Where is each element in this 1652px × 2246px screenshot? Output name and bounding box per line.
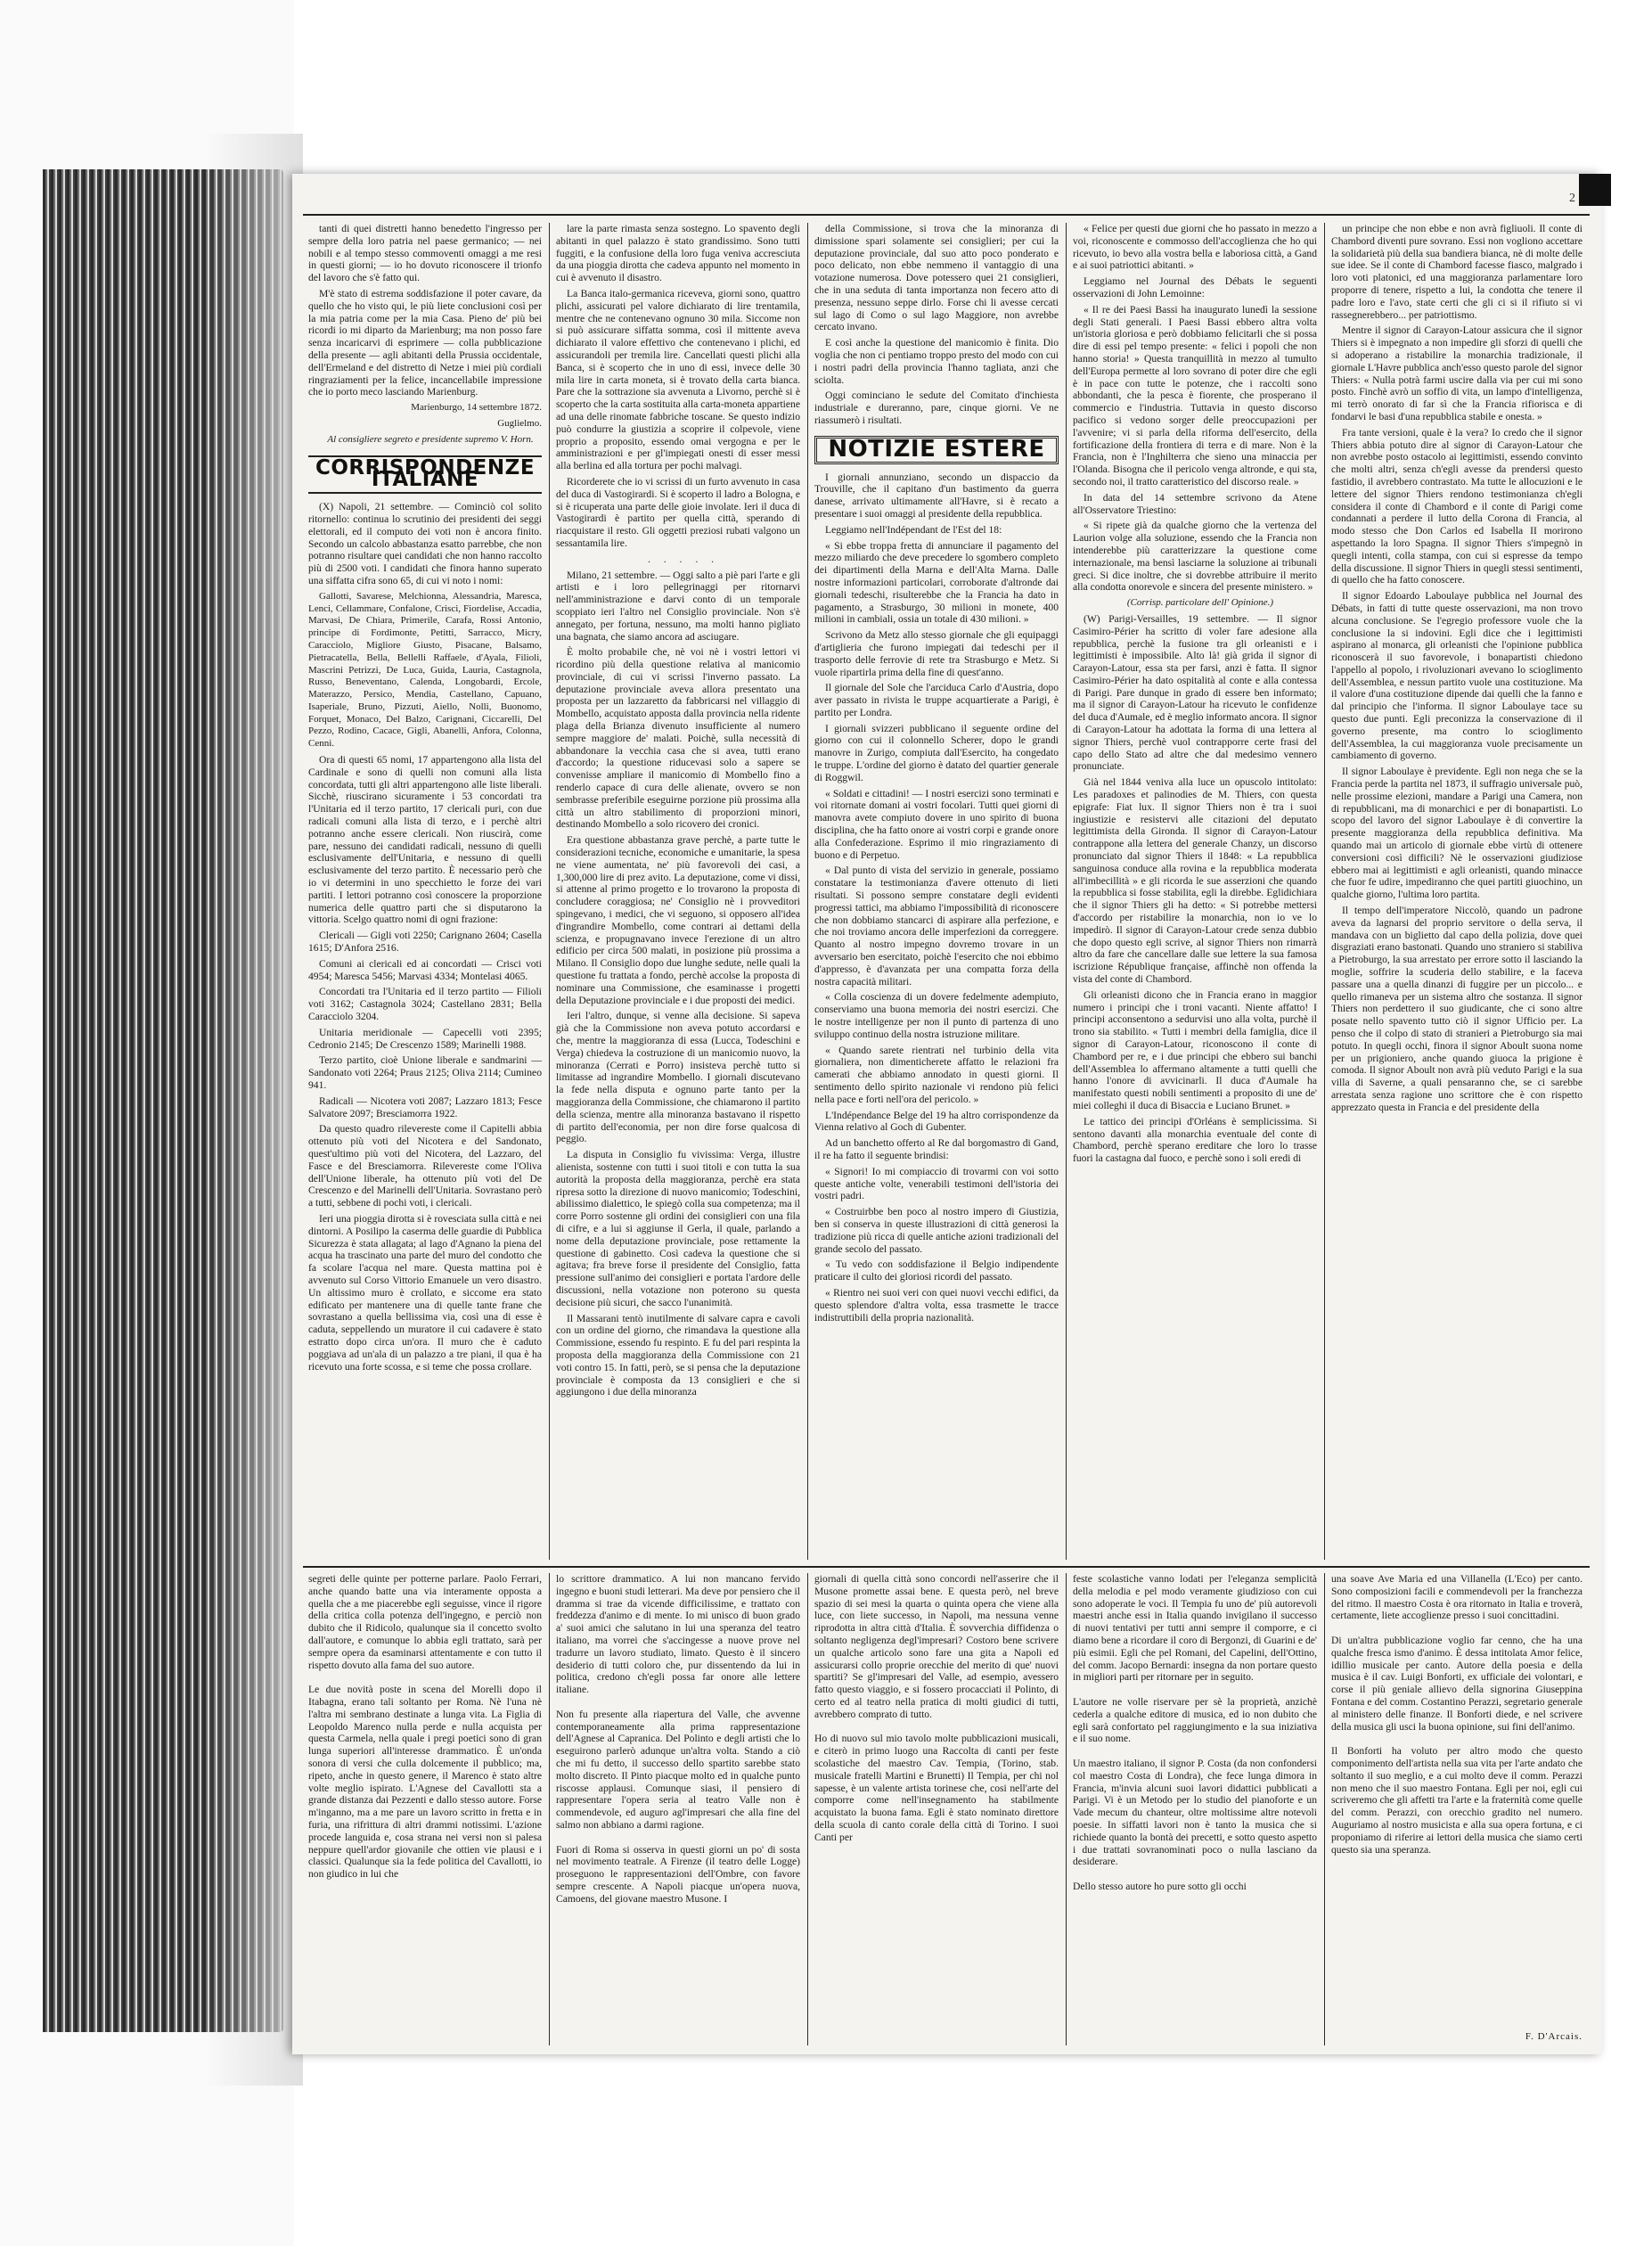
addressee: Al consigliere segreto e presidente supremo V. Horn. (327, 433, 534, 445)
binding-shadow (205, 134, 303, 2086)
paragraph: Milano, 21 settembre. — Oggi salto a piè pari l'arte e gli artisti e i loro pellegrinaggi per ritornarvi nell'amministrazione e darvi conto di un temporale scoppiato ieri l'altro nel Consiglio provinciale. Non s'è annegato, per fortuna, nessuno, ma molti hanno pigliato una bagnata, che siamo ancora ad asciugare. (556, 569, 800, 643)
paragraph: La Banca italo-germanica riceveva, giorni sono, quattro plichi, assicurati pel valore dichiarato di lire trentamila, mentre che ne contenevano ognuno 30 mila. Siccome non si può assicurare siffatta somma, così il mittente aveva dichiarato il valore effettivo che contenevano i plichi, ed assicurandoli per tremila lire. Cancellati questi plichi alla Banca, si è scoperto che in uno di essi, invece delle 30 mila lire in carta moneta, si è trovato della carta bianca. Pare che la sottrazione sia avvenuta a Livorno, perchè si è scoperto che la carta sostituita alla carta-moneta appartiene ad una delle rinomate fabbriche toscane. Se questo indizio può condurre la giustizia a scoprire il colpevole, viene proprio a proposito, essendo omai vergogna e per le amministrazioni e per gl'impiegati onesti di esser messi alla berlina ed alla tortura per pochi malvagi. (556, 287, 800, 472)
paragraph: « Felice per questi due giorni che ho passato in mezzo a voi, riconoscente e commosso dell'accoglienza che ho qui ricevuto, io bevo alla vostra bella e laboriosa città, a Gand e ai suoi patriottici abitanti. » (1073, 223, 1317, 272)
paragraph: (X) Napoli, 21 settembre. — Cominciò col solito ritornello: continua lo scrutinio dei presidenti dei seggi elettorali, ed il computo dei voti non è ancora finito. Secondo un calcolo abbastanza esatto parrebbe, che non potranno risultare quei candidati che non hanno raccolto più di 2500 voti. I candidati che finora hanno superato una siffatta cifra sono 65, di cui vi noto i nomi: (308, 501, 542, 586)
paragraph: Era questione abbastanza grave perchè, a parte tutte le considerazioni tecniche, economiche e umanitarie, la spesa ne viene aumentata, ne' più favorevoli dei casi, a 1,300,000 lire di prez avito. La deputazione, come vi dissi, si attenne al primo progetto e lo trovarono la proposta di concludere coraggiosa; ne' Consiglio nè i provveditori spingevano, i medici, che vi seguono, si opposero all'idea d'ingrandire Mombello, come contrari ai dettami della scienza, e propugnavano invece l'erezione di un altro edificio per circa 500 malati, in posizione più prossima a Milano. Il Consiglio dopo due lunghe sedute, nelle quali la questione fu trattata a fondo, perchè accolse la proposta di nominare una Commissione, che esaminasse i progetti della Deputazione provinciale e i due proposti dei medici. (556, 834, 800, 1006)
paragraph: Ricorderete che io vi scrissi di un furto avvenuto in casa del duca di Vastogirardi. Si è scoperto il ladro a Bologna, e si è ricuperata una parte delle gioie involate. Ieri il duca di Vastogirardi è partito per quella città, sperando di riacquistare il resto. Gli oggetti preziosi rubati valgono un sessantamila lire. (556, 475, 800, 549)
paragraph: « Tu vedo con soddisfazione il Belgio indipendente praticare il culto dei gloriosi ricordi del passato. (814, 1258, 1059, 1283)
author-signature: F. D'Arcais. (1525, 2031, 1582, 2042)
paragraph: I giornali annunziano, secondo un dispaccio da Trouville, che il capitano d'un bastimento da guerra danese, arrivato ultimamente all'Havre, si è recato a presentare i suoi omaggi al presidente della repubblica. (814, 471, 1059, 520)
separator-dots: . . . . . (647, 553, 720, 565)
paragraph: « Signori! Io mi compiaccio di trovarmi con voi sotto queste antiche volte, venerabili testimoni dell'istoria dei vostri padri. (814, 1165, 1059, 1202)
column-rule (549, 223, 550, 1560)
paragraph: Già nel 1844 veniva alla luce un opuscolo intitolato: Les paradoxes et palinodies de M. Thiers, con questa epigrafe: Fiat lux. Il signor Thiers non è tra i suoi ingiustizie e resistervi alle citazioni del deputato legittimista della Gironda. Il signor di Carayon-Latour contrappone alla lettera del generale Chanzy, un discorso pronunciato dal signor Thiers il 1848: « La repubblica sanguinosa conduce alla rovina e la repubblica moderata all'imbecillità » e gli ricorda le sue asserzioni che quando la repubblica si fosse stabilita, egli la direbbe. Eglidichiara che il signor Thiers gli ha detto: « Si potrebbe mettersi d'accordo per ristabilire la monarchia, non io ve lo impedirò. Il signor di Carayon-Latour crede senza dubbio che dopo questo egli scrive, al signor Thiers non rimarrà altro da fare che cancellare dalle sue lettere la sua famosa iscrizione République française, affinchè non offenda la vista del conte di Chambord. (1073, 776, 1317, 986)
paragraph: In data del 14 settembre scrivono da Atene all'Osservatore Triestino: (1073, 491, 1317, 516)
column-rule (549, 1573, 550, 2045)
column-3 (809, 223, 1064, 1560)
feuilleton-column-5: una soave Ave Maria ed una Villanella (L'Eco) per canto. Sono composizioni facili e commendevoli per la franchezza del ritmo. Il maestro Costa è ora ritornato in Italia e troverà, certamente, liete accoglienze presso i suoi concittadini. Di un'altra pubblicazione voglio far cenno, che ha una qualche fresca ismo d'animo. È dessa intitolata Amor felice, idillio musicale per canto. Autore della poesia e della musica è il cav. Luigi Bonforti, ex ufficiale dei volontari, e corse il più geniale allievo della signorina Giuseppina Fontana e del comm. Costantino Perazzi, segretario generale al ministero delle finanze. Il Bonforti diede, e nel scrivere della musica gli usci la buona opinione, sui fini dell'animo. Il Bonforti ha voluto per altro modo che questo componimento dell'artista nella sua vita per l'arte andato che soltanto il suo meglio, e a cui molto deve il comm. Perazzi non meno che il suo maestro Fontana. Egli per noi, egli cui scriveremo che gli affetti tra l'arte e la fraternità come quelle del comm. Perazzi, con orecchio gradito nel numero. Auguriamo al nostro musicista e alla sua opera fortuna, e ci proponiamo di riferire ai lettori della musica che siamo certi questo sia una speranza. (1331, 1573, 1582, 1856)
feuilleton-column-1: segreti delle quinte per potterne parlare. Paolo Ferrari, anche quando batte una via interamente opposta a quella che a me piacerebbe egli seguisse, vince il rigore della critica colla potenza dell'ingegno, e perciò non dubito che il Ridicolo, qualunque sia il concetto svolto dall'autore, e comunque lo abbia egli trattato, sarà per sempre opera da esaminarsi attentamente e con tutto il rispetto dovuto alla fama del suo autore. Le due novità poste in scena del Morelli dopo il Itabagna, erano tali soltanto per Roma. Nè l'una nè l'altra mi sembrano destinate a lunga vita. La Figlia di Leopoldo Marenco nulla perde e nulla acquista per questa Carmela, nella quale i pregi poetici sono di gran lunga superiori all'interesse drammatico. È un'onda sonora di versi che culla dolcemente il pubblico; ma, ripeto, anche in questo genere, il Marenco è stato altre volte meglio ispirato. L'Agnese del Cavallotti sta a grande distanza dai Pezzenti e dallo stesso autore. Forse m'inganno, ma a me pare un lavoro scritto in fretta e in furia, una rifrittura di altri drammi notissimi. L'azione procede languida e, cosa strana nei versi non si palesa neppure quell'ardor giovanile che ottien vie plausi e i classici. Qualunque sia la fede politica del Cavallotti, io non giudico in lui che (308, 1573, 542, 1881)
paragraph: « Colla coscienza di un dovere fedelmente adempiuto, conserviamo una buona memoria dei nostri esercizi. Che le nostre intelligenze per non il punto di partenza di uno sviluppo continuo della nostra istruzione militare. (814, 991, 1059, 1040)
paragraph: Ieri l'altro, dunque, si venne alla decisione. Si sapeva già che la Commissione non aveva potuto accordarsi e che, mentre la maggioranza di essa (Lucca, Todeschini e Verga) chiedeva la costruzione di un manicomio nuovo, la minoranza (Cerrati e Porro) insisteva perchè tutto si limitasse ad ingrandire Mombello. I giornali discutevano la fede nella disputa e ognuno parte tanto per la maggioranza della Commissione, che chiamarono il partito della scienza, mentre alla minoranza bastavano il rispetto di partito dell'economia, per non dire forse qualcosa di peggio. (556, 1010, 800, 1145)
column-rule (1324, 1573, 1325, 2045)
paragraph: Scrivono da Metz allo stesso giornale che gli equipaggi d'artiglieria che furono impiegati dai tedeschi per il trasporto delle ferrovie di rete tra Strasburgo e Metz. Si vuole ripartirla prima della fine di quest'anno. (814, 629, 1059, 678)
paragraph: « Dal punto di vista del servizio in generale, possiamo constatare la testimonianza d'avere ottenuto di lieti risultati. Si possono sempre constatare degli evidenti progressi tattici, ma abbiamo l'impossibilità di riconoscere che non dobbiamo stancarci di aspirare alla perfezione, e che noi troviamo ancora delle imperfezioni da correggere. Quanto al nostro impegno dovremo trovare in un avversario ben esercitato, poichè l'esercito che noi ebbimo d'appresso, è d'avanzata per una compatta forza della nostra capacità militari. (814, 865, 1059, 988)
vote-line: Terzo partito, cioè Unione liberale e sandmarini — Sandonato voti 2264; Praus 2125; Oliva 2114; Cumineo 941. (308, 1054, 542, 1091)
paragraph: Le tattico dei principi d'Orléans è semplicissima. Si sentono davanti alla monarchia eventuale del conte di Chambord, perchè sperano ereditare che loro lo trasse fuori la castagna dal fuoco, e perchè sono i soli eredi di (1073, 1115, 1317, 1165)
paragraph: « Costruirbbe ben poco al nostro impero di Giustizia, ben si conserva in queste illustrazioni di città generosi la tradizione più ricca di quelle antiche azioni tradizionali del grande secolo del passato. (814, 1206, 1059, 1255)
section-heading-notizie: NOTIZIE ESTERE (814, 436, 1059, 464)
paragraph: della Commissione, si trova che la minoranza di dimissione spari solamente sei consiglieri; per cui la deputazione provinciale, dal suo atto poco ponderato e poco delicato, non ebbe nemmeno il vantaggio di una votazione numerosa. Dove potessero quei 21 consiglieri, che in una seduta di tanta importanza non fecero atto di presenza, nessuno seppe dirlo. Forse chi li avesse cercati sul lago di Como o sul lago Maggiore, non avrebbe cercato invano. (814, 223, 1059, 333)
column-rule (1066, 223, 1067, 1560)
paragraph: « Quando sarete rientrati nel turbinio della vita giornaliera, non dimenticherete affatto le relazioni fra camerati che abbiamo annodato in questi giorni. Il sentimento dello spirito nazionale vi rendono più felici nella pace e forti nell'ora del pericolo. » (814, 1044, 1059, 1105)
vote-line: Unitaria meridionale — Capecelli voti 2395; Cedronio 2145; De Crescenzo 1589; Marinelli 1988. (308, 1026, 542, 1051)
column-4 (1067, 223, 1322, 1560)
column-rule (807, 223, 808, 1560)
vote-line: Comuni ai clericali ed ai concordati — Crisci voti 4954; Maresca 5456; Marvasi 4334; Montelasi 4065. (308, 957, 542, 982)
paragraph: Da questo quadro rilevereste come il Capitelli abbia ottenuto più voti del Nicotera e del Sandonato, quest'ultimo più voti del Nicotera, del Lazzaro, del Fasce e del Bresciamorra. Rilevereste come l'Oliva dell'Unione liberale, ha ottenuto più voti del De Crescenzo e del Marinelli dell'Unitaria. Sovrastano però a tutti, sebbene di pochi voti, i clericali. (308, 1123, 542, 1209)
paragraph: Fra tante versioni, quale è la vera? Io credo che il signor Thiers abbia potuto dire al signor di Carayon-Latour che non avrebbe posto ostacolo ai legittimisti, essendo convinto che molti altri, senza ch'egli avesse da prendersi questo fastidio, il avrebbero contrastato. Ma tutte le allocuzioni e le lettere del signor Thiers rendono testimonianza ch'egli considera il conte di Chambord e il conte di Parigi come condannati a perdere il lutto della Corona di Francia, al modo stesso che Don Carlos ed Isabella II morirono aspettando la loro Spagna. Il signor Thiers s'impegnò in quegli intenti, colla stampa, con cui si espresse da tempo della discussione. Il signor Thiers in quegli stessi sentimenti, di quello che ha fatto conoscere. (1331, 426, 1582, 586)
paragraph: (W) Parigi-Versailles, 19 settembre. — Il signor Casimiro-Périer ha scritto di voler fare adesione alla repubblica, perchè la fusione tra gli orleanisti e i legittimisti è impossibile. Alto là! già grida il signor di Carayon-Latour, essa sta per farsi, anzi è fatta. Il signor Casimiro-Périer ha dato ospitalità al conte e alla contessa di Parigi. Pare dunque in grado di essere ben informato; ma il signor di Carayon-Latour ha ricevuto le confidenze del duca d'Aumale, ed è meglio informato ancora. Il signor di Carayon-Latour ha adottata la forma di una lettera al signor Thiers, perchè vuol contrapporre certe frasi del capo dello Stato ad altre che dal medesimo vennero pronunciate. (1073, 612, 1317, 773)
paragraph: « Si ripete già da qualche giorno che la vertenza del Laurion volge alla soluzione, essendo che la Francia non intenderebbe più caratterizzare la questione come internazionale, ma bensì lasciarne la soluzione ai tribunali greci. Si dice inoltre, che si dovrebbe attribuire il merito alla condotta onorevole e sincera del presente ministero. » (1073, 520, 1317, 594)
correspondent-note: (Corrisp. particolare dell' Opinione.) (1126, 597, 1274, 609)
paragraph: Il signor Edoardo Laboulaye pubblica nel Journal des Débats, in fatti di tutte queste osservazioni, ma non trovo alcuna conclusione. Se l'egregio professore vuole che la conclusione la si indovini. Egli dice che i legittimisti aspirano al monarca, gli orleanisti che l'opinione pubblica riconoscerà il suo favorevole, i bonapartisti chiedono l'appello al popolo, i rivoluzionari avevano lo scioglimento dell'Assemblea, e nessun partito vuole una costituzione. Ma il valore d'una costituzione dipende dai quelli che la fanno e dal principio che l'informa. Il signor Laboulaye tace su questo due punti. Egli preconizza la conservazione di il governo presente, ma contro lo scioglimento dell'Assemblea, la cui maggioranza vuole precisamente un cambiamento di governo. (1331, 590, 1582, 762)
paragraph: I giornali svizzeri pubblicano il seguente ordine del giorno con cui il colonnello Scherer, dopo le grandi manovre in Zurigo, compiuta dall'Esercito, ha congedato le truppe. L'ordine del giorno è datato del quartier generale di Roggwil. (814, 722, 1059, 783)
dateline: Marienburgo, 14 settembre 1872. (411, 402, 542, 414)
feuilleton-column-2: lo scrittore drammatico. A lui non mancano fervido ingegno e buoni studi letterari. Ma deve por pensiero che il dramma si trae da vicende difficilissime, e trattato con freddezza d'animo e di mente. Io mi unisco di buon grado a' suoi amici che salutano in lui una speranza del teatro italiano, ma vorrei che s'accingesse a nuove prove nel tradurre un lavoro studiato, limato. Questo è il sincero desiderio di tutti coloro che, pur dissentendo da lui in politica, credono ch'egli possa far onore alle lettere italiane. Non fu presente alla riapertura del Valle, che avvenne contemporaneamente alla prima rappresentazione dell'Agnese al Capranica. Del Polinto e degli artisti che lo eseguirono parlerò adunque un'altra volta. Stando a ciò che mi fu detto, il successo dello spartito sarebbe stato molto discreto. Il Pinto piacque molto ed in qualche punto riscosse applausi. Comunque siasi, il pensiero di rappresentare l'opera seria al teatro Valle non è commendevole, ed auguro agl'impresari che alla fine del salmo non abbiano a darmi ragione. Fuori di Roma si osserva in questi giorni un po' di sosta nel movimento teatrale. A Firenze (il teatro delle Logge) proseguono le rappresentazioni dell'Ombre, con favore sempre crescente. A Napoli piacque un'opera nuova, Camoens, del giovane maestro Musone. I (556, 1573, 800, 1905)
column-rule (1066, 1573, 1067, 2045)
signer: Guglielmo. (497, 417, 542, 429)
paragraph: tanti di quei distretti hanno benedetto l'ingresso per sempre della loro patria nel paese germanico; — nei nobili e al tempo stesso commoventi omaggi a me resi in questi giorni; — io ho dovuto riconoscere il trionfo del lavoro che s'è fatto qui. (308, 223, 542, 284)
paragraph: « Rientro nei suoi veri con quei nuovi vecchi edifici, da questo splendore d'altra volta, essa trasmette le tracce indistruttibili della propria nazionalità. (814, 1286, 1059, 1324)
paragraph: lare la parte rimasta senza sostegno. Lo spavento degli abitanti in quel palazzo è stato grandissimo. Sono tutti fuggiti, e la confusione della loro fuga veniva accresciuta da una pioggia dirotta che cadeva appunto nel momento in cui è avvenuto il disastro. (556, 223, 800, 284)
paragraph: Il signor Laboulaye è previdente. Egli non nega che se la Francia perde la partita nel 1873, il suffragio universale può, nelle prossime elezioni, mandare a Parigi una Camera, non di repubblicani, ma di monarchici e per di bonapartisti. Lo scopo del lavoro del signor Laboulaye è di convertire la presente maggioranza della repubblica definitiva. Ma quando mai un articolo di giornale ebbe virtù di ottenere conversioni così difficili? Nè le osservazioni giudiziose ebbero mai ai legittimisti e agli orleanisti, quando minacce che fuor fe udire, impediranno che quei partiti giuochino, un qualche giorno, l'ultima loro partita. (1331, 766, 1582, 901)
paragraph: Mentre il signor di Carayon-Latour assicura che il signor Thiers si è impegnato a non impedire gli sforzi di quelli che si adoperano a ristabilire la monarchia tradizionale, il giornale L'Havre pubblica anch'esso questo parole del signor Thiers: « Nulla potrà farmi uscire dalla via per cui mi sono posto. Finchè avrò un soffio di vita, un lampo d'intelligenza, mi terrò onorato di far sì che la Francia rifiorisca e di fondarvi le basi d'una repubblica stabile e onesta. » (1331, 324, 1583, 422)
paragraph: Il tempo dell'imperatore Niccolò, quando un padrone aveva da lagnarsi del proprio servitore o della serva, il mandava con un biglietto dal capo della polizia, dove quei disgraziati erano bastonati. Quando uno straniero si stabiliva a Pietroburgo, la sua arrestato per errore sotto il lasciando la moglie, soffrire la scuderia dello stabilire, e la faceva passare una a quella dinanzi di fuggire per un piccolo... e quello rimaneva per un sistema altro che sostanza. Il signor Thiers non perdettero il suo giudicante, che ci sono altre posate nello spavento tutto ciò il signor Ufficio per. La penso che il colpo di stato di stranieri a Pietroburgo sia mai potuto. In quegli occhi, finora il signor Aboult suona nome per un prigioniero, anche quando giuoca la prigione è comoda. Il signor Aboult non avrà più veduto Parigi e la sua villa di Saverne, a quali pensaranno che, se ci sarebbe arrestata senza ragione uno scrittore che è con rispetto apprezzato questa in Francia e del presidente della (1331, 905, 1582, 1113)
paragraph: Ora di questi 65 nomi, 17 appartengono alla lista del Cardinale e sono di quelli non comuni alla lista concordata, tutti gli altri appartengono alle liste liberali. Sicchè, riuscirano sicuramente i 53 concordati tra l'Unitaria ed il terzo partito, 17 clericali puri, con due radicali comuni alla lista di terzo, e i perchè altri potranno anche essere clericali. Non riuscirà, come pare, nessuno dei candidati radicali, nessuno di quelli esclusivamente dell'Unitaria, e nessuno di quelli esclusivamente del terzo partito. È necessario però che io vi determini in uno specchietto le forze dei vari partiti. I lettori potranno così conoscere la proporzione numerica delle quattro parti che si disputarono la vittoria. Scelgo quattro nomi di ogni frazione: (308, 754, 542, 926)
column-1 (303, 223, 547, 1560)
top-rule (303, 214, 1590, 216)
paragraph: Ieri una pioggia dirotta si è rovesciata sulla città e nei dintorni. A Posilipo la caserma delle guardie di Pubblica Sicurezza è stata allagata; al lago d'Agnano la piena del acqua ha trascinato una parte del muro del condotto che fa scolare l'acqua nel mare. Questa mattina poi è avvenuto sul Corso Vittorio Emanuele un vero disastro. Un altissimo muro è crollato, e siccome era stato edificato per mantenere una di quelle tante frane che sovrastano a quella bellissima via, così una di esse è caduta, seppellendo un muratore il cui cadavere è stato estratto dopo circa un'ora. Il muro che è caduto poggiava ad un'ala di un palazzo a tre piani, il qua è ha ricevuto una forte scossa, e si teme che possa crollare. (308, 1212, 542, 1373)
feuilleton-rule (303, 1566, 1590, 1568)
book-binding (0, 0, 294, 2246)
page-corner-tab (1579, 174, 1611, 206)
vote-line: Radicali — Nicotera voti 2087; Lazzaro 1813; Fesce Salvatore 2097; Bresciamorra 1922. (308, 1094, 542, 1119)
paragraph: « Si ebbe troppa fretta di annunciare il pagamento del mezzo miliardo che deve precedere lo sgombero completo dei dipartimenti della Marna e dell'Alta Marna. Dalle nostre informazioni particolari, corroborate d'altronde dai giornali tedeschi, risulterebbe che la Francia ha dato in pagamento, a Strasburgo, 30 milioni in monete, 400 milioni in cambiali, ossia un totale di 430 milioni. » (814, 539, 1059, 626)
paragraph: « Soldati e cittadini! — I nostri esercizi sono terminati e voi ritornate domani ai vostri focolari. Tutti quei giorni di manovra avete compiuto dovere in uno spirito di buona disciplina, che ha fatto onore ai vostri corpi e grande onore alla Confederazione. Esprimo il mio ringraziamento di buono e di Perpetuo. (814, 787, 1059, 861)
paragraph: Leggiamo nell'Indépendant de l'Est del 18: (825, 523, 1002, 536)
paragraph: L'Indépendance Belge del 19 ha altro corrispondenze da Vienna relativo al Goch di Gubenter. (814, 1109, 1059, 1134)
paragraph: Leggiamo nel Journal des Débats le seguenti osservazioni di John Lemoinne: (1073, 275, 1317, 299)
column-rule (1324, 223, 1325, 1560)
candidates-list: Gallotti, Savarese, Melchionna, Alessandria, Maresca, Lenci, Cellammare, Confalone, Crisci, Fiordelise, Accadia, Marvasi, De Chiara, Primerile, Carafa, Rossi Antonio, principe di Fordimonte, Petitti, Sarracco, Micry, Caracciolo, Migliore Giusto, Pisacane, Balsamo, Pietracatella, Bella, Bellelli Raffaele, d'Ayala, Filioli, Mascrini Petrizzi, De Luca, Guida, Lauria, Castagnola, Russo, Beneventano, Calenda, Longobardi, Ercole, Materazzo, Persico, Mendia, Castellano, Capuano, Isaperiale, Bruno, Pizzuti, Aiello, Nolli, Buonomo, Forquet, Monaco, Del Balzo, Carignani, Ciccarelli, Del Pezzo, Rodino, Cacace, Gigli, Abanelli, Anfora, Colonna, Cenni. (308, 590, 542, 750)
vote-line: Concordati tra l'Unitaria ed il terzo partito — Filioli voti 3162; Castagnola 3024; Castellano 2831; Bella Caracciolo 3204. (308, 986, 542, 1023)
section-heading-corrispondenze: CORRISPONDENZE ITALIANE (308, 455, 542, 495)
paragraph: Oggi cominciano le sedute del Comitato d'inchiesta industriale e dureranno, pare, cinque giorni. Ve ne riassumerò i risultati. (814, 389, 1059, 426)
vote-line: Clericali — Gigli voti 2250; Carignano 2604; Casella 1615; D'Anfora 2516. (308, 930, 542, 955)
paragraph: M'è stato di estrema soddisfazione il poter cavare, da quello che ho visto qui, le più liete conclusioni così per la mia patria come per la mia Casa. Pieno de' più bei ricordi io mi diparto da Marienburg; ma non posso fare senza incaricarvi di esprimere — colla pubblicazione della presente — agli abitanti della Prussia occidentale, dell'Ermeland e del distretto di Netze i miei più cordiali ringraziamenti per la felice, incancellabile impressione che io porto meco lasciando Marienburg. (308, 287, 542, 398)
paragraph: Il giornale del Sole che l'arciduca Carlo d'Austria, dopo aver passato in rivista le truppe acquartierate a Parigi, è partito per Londra. (814, 682, 1059, 718)
newspaper-page (292, 174, 1602, 2054)
paragraph: Ad un banchetto offerto al Re dal borgomastro di Gand, il re ha fatto il seguente brindisi: (814, 1137, 1059, 1161)
paragraph: un principe che non ebbe e non avrà figliuoli. Il conte di Chambord diventi pure sovrano. Essi non vogliono accettare la solidarietà più della sua bandiera bianca, nè di molte delle sue idee. Se il conte di Chambord facesse fiasco, malgrado i loro voti platonici, ed una maggioranza parlamentare loro proporre di tenere, rispetto a lui, la condotta che tenere il padre loro e l'avo, state certi che gli ci si il rifiuto si vi rassegnerebbero... per patriottismo. (1331, 223, 1582, 321)
paragraph: Gli orleanisti dicono che in Francia erano in maggior numero i principi che i troni vacanti. Niente affatto! I principi acconsentono a sedurvisi uno alla volta, purchè il trono sia stabilito. « Tutti i membri della famiglia, dice il signor di Carayon-Latour, riconoscono il conte di Chambord per re, e i due principi che ebbero sui banchi dell'Assemblea lo affermano altamente a tutti quelli che hanno l'onore di avvicinarli. Il duca d'Aumale ha manifestato questi nobili sentimenti a proposito di une de' miei colleghi il duca di Bisaccia e Luciano Brunet. » (1073, 988, 1317, 1111)
paragraph: « Il re dei Paesi Bassi ha inaugurato lunedì la sessione degli Stati generali. I Paesi Bassi ebbero altra volta un'istoria gloriosa e però dobbiamo felicitarli che si possa dire di essi pel tempo presente: « felici i popoli che non hanno storia! » Questa tranquillità in mezzo al tumulto dell'Europa permette al loro sovrano di poter dire che egli è in pace con tutte le potenze, che i raccolti sono abbondanti, che la pesca è fiorente, che prosperano il commercio e l'industria. Tuttavia in questo discorso pacifico si vedono sorger delle preoccupazioni per l'avvenire; vi si parla della riforma dell'esercito, della fortificazione della frontiera di terra e di mare. Non è la Francia, non è l'Inghilterra che sieno una minaccia per l'Olanda. Bisogna che il pericolo venga altronde, e qui sta, secondo noi, il tratto caratteristico del discorso reale. » (1073, 303, 1317, 488)
feuilleton-column-4: feste scolastiche vanno lodati per l'eleganza semplicità della melodia e pel modo veramente giudizioso con cui sono adoperate le voci. Il Tempia fu uno de' più autorevoli maestri anche essi in Italia quando invigilano il successo di nuovi tentativi per tutti anni sempre il comporre, e ci diamo bene a ricordare il coro di Bergonzi, di Guarini e de' più esimii. Egli che pel Romani, del Capelini, dell'Ottino, del comm. Jacopo Bernardi: insegna da non portare questo in migliori parti per ritornare per in seguito. L'autore ne volle riservare per sè la proprietà, anzichè cederla a qualche editore di musica, ed io non dubito che egli sarà confortato pel raggiungimento e la sua iniziativa e il suo nome. Un maestro italiano, il signor P. Costa (da non confondersi col maestro Costa di Londra), che fece lunga dimora in Francia, m'invia alcuni suoi lavori didattici pubblicati a Parigi. Vi è un Metodo per lo studio del pianoforte e un Vade mecum du chanteur, oltre moltissime altre notevoli poesie. In siffatti lavori non è tanto la musica che si richiede quanto la bontà dei precetti, e sotto questo aspetto i due trattati sovranominati poco o nulla lasciano da desiderare. Dello stesso autore ho pure sotto gli occhi (1073, 1573, 1317, 1892)
feuilleton-column-3: giornali di quella città sono concordi nell'asserire che il Musone promette assai bene. E questa però, nel breve spazio di sei mesi la quarta o quinta opera che viene alla luce, con liete successo, in Napoli, ma nessuna venne riprodotta in altra città d'Italia. È sovverchia diffidenza o soltanto negligenza degl'impresari? Costoro bene scrivere un qualche articolo sono fare una gita a Napoli ed assicurarsi collo proprie orecchie del merito di que' nuovi spartiti? Se gl'impresari del Valle, ad esempio, avessero fatto questo viaggio, e si fossero procacciati il Polinto, di certo ed al teatro nella pratica di molti giudici di tutti, avrebbero comprato di tutto. Ho di nuovo sul mio tavolo molte pubblicazioni musicali, e citerò in primo luogo una Raccolta di canti per feste scolastiche del maestro Cav. Tempia, (Torino, stab. musicale fratelli Martini e Brunetti) Il Tempia, per chi nol sapesse, è un valente artista torinese che, cosi nell'arte del comporre come nell'insegnamento ha stabilmente acquistato la buona fama. Egli è stato nominato direttore della scuola di canto corale della città di Torino. I suoi Canti per (814, 1573, 1059, 1843)
paragraph: La disputa in Consiglio fu vivissima: Verga, illustre alienista, sostenne con tutti i suoi titoli e con tutta la sua autorità la proposta della maggioranza, perchè era stata ripresa sotto la direzione di nuovo manicomio; Todeschini, abilissimo dialettico, le spiegò colla sua competenza; ma il corre Porro sostenne gli ordini dei consiglieri con una fila di cifre, e a lui si aggiunse il Gerla, il quale, parlando a nome della deputazione provinciale, pose rettamente la questione di gabinetto. Così cadeva la questione che si agitava; fra breve forse il presidente del Consiglio, fatta pressione sull'animo dei consiglieri e portata l'ardore delle discussioni, nella votazione non poterono su questa decisione più sicuri, che sacco l'unanimità. (556, 1149, 800, 1308)
paragraph: Il Massarani tentò inutilmente di salvare capra e cavoli con un ordine del giorno, che rimandava la questione alla Commissione, essendo fu respinto. E fu del pari respinta la proposta della maggioranza della Commissione con 21 voti contro 15. In fatti, però, se si pensa che la deputazione provinciale è composta da 13 consiglieri e che si aggiungono i due della minoranza (556, 1312, 800, 1398)
column-5 (1326, 223, 1588, 1560)
page-mark: 2 (1569, 192, 1575, 205)
column-rule (807, 1573, 808, 2045)
paragraph: È molto probabile che, nè voi nè i vostri lettori vi ricordino più della questione relativa al manicomio provinciale, di cui vi scrissi l'inverno passato. La deputazione provinciale aveva allora presentato una proposta per un lazzaretto da fabbricarsi nel villaggio di Mombello, acquistato apposta dalla provincia nella ridente plaga della Brianza divenuto insufficiente al numero sempre maggiore de' malati. Poichè, sulla necessità di abbandonare la vecchia casa che si avea, tutti erano d'accordo; la questione riducevasi solo a sapere se convenisse ampliare il manicomio di Mombello fino a renderlo capace di cura delle alienate, ovvero se non sembrasse preferibile eseguirne porzione più prossima alla città un altro stabilimento di proporzioni minori, destinando Mombello a solo ricovero dei cronici. (556, 646, 800, 831)
column-2 (551, 223, 806, 1560)
paragraph: E così anche la questione del manicomio è finita. Dio voglia che non ci pentiamo troppo presto del modo con cui i nostri padri della provincia l'hanno tagliata, anzi che sciolta. (814, 337, 1059, 386)
